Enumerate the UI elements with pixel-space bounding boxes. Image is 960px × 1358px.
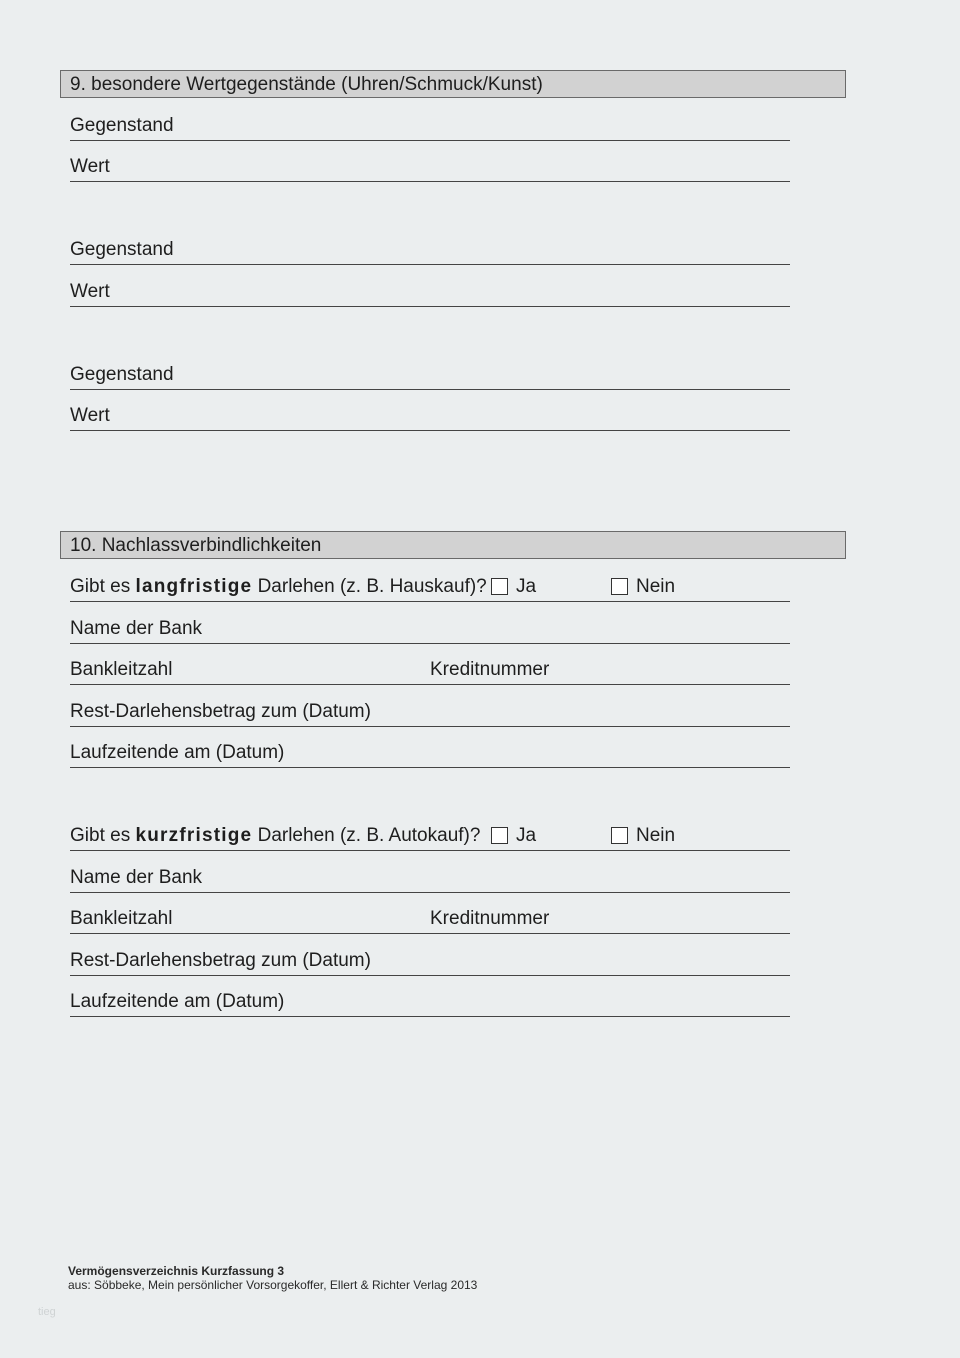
- short-term-rest-amount-field[interactable]: [70, 949, 790, 976]
- object-label: Gegenstand: [70, 239, 174, 260]
- long-term-question-row: [70, 575, 790, 602]
- value-label: Wert: [70, 156, 110, 177]
- bank-name-label: Name der Bank: [70, 618, 203, 639]
- object-label: Gegenstand: [70, 115, 174, 136]
- watermark: tieg: [38, 1306, 56, 1318]
- bank-code-label: Bankleitzahl: [70, 908, 173, 929]
- short-term-question-row: [70, 824, 790, 851]
- rest-amount-label: Rest-Darlehensbetrag zum (Datum): [70, 950, 371, 971]
- value-label: Wert: [70, 405, 110, 426]
- object-label: Gegenstand: [70, 364, 174, 385]
- short-term-credit-number-field[interactable]: [430, 907, 790, 934]
- long-term-yes-label: Ja: [516, 576, 537, 597]
- short-term-bank-name-field[interactable]: [70, 866, 790, 893]
- short-term-no-checkbox[interactable]: [611, 827, 628, 844]
- short-term-yes-checkbox[interactable]: [491, 827, 508, 844]
- rest-amount-label: Rest-Darlehensbetrag zum (Datum): [70, 701, 371, 722]
- object-field-2[interactable]: [70, 238, 790, 265]
- section-9-heading: 9. besondere Wertgegenstände (Uhren/Schmuck/Kunst): [60, 70, 846, 98]
- term-end-label: Laufzeitende am (Datum): [70, 742, 285, 763]
- footer-title: Vermögensverzeichnis Kurzfassung 3: [68, 1264, 285, 1278]
- short-term-no-label: Nein: [636, 825, 676, 846]
- value-label: Wert: [70, 281, 110, 302]
- long-term-bank-name-field[interactable]: [70, 617, 790, 644]
- credit-number-label: Kreditnummer: [430, 659, 550, 680]
- short-term-term-end-field[interactable]: [70, 990, 790, 1017]
- long-term-term-end-field[interactable]: [70, 741, 790, 768]
- long-term-credit-number-field[interactable]: [430, 658, 790, 685]
- object-field-3[interactable]: [70, 363, 790, 390]
- bank-code-label: Bankleitzahl: [70, 659, 173, 680]
- credit-number-label: Kreditnummer: [430, 908, 550, 929]
- value-field-3[interactable]: [70, 404, 790, 431]
- long-term-bank-code-field[interactable]: [70, 658, 430, 685]
- long-term-no-checkbox[interactable]: [611, 578, 628, 595]
- question-emphasis: kurzfristige: [135, 825, 253, 846]
- value-field-2[interactable]: [70, 280, 790, 307]
- footer-source: aus: Söbbeke, Mein persönlicher Vorsorgekoffer, Ellert & Richter Verlag 2013: [68, 1278, 478, 1292]
- section-10-heading: 10. Nachlassverbindlichkeiten: [60, 531, 846, 559]
- question-suffix: Darlehen (z. B. Autokauf)?: [257, 825, 481, 846]
- question-prefix: Gibt es: [70, 825, 131, 846]
- question-prefix: Gibt es: [70, 576, 131, 597]
- long-term-no-label: Nein: [636, 576, 676, 597]
- question-emphasis: langfristige: [135, 576, 253, 597]
- short-term-yes-label: Ja: [516, 825, 537, 846]
- short-term-bank-code-field[interactable]: [70, 907, 430, 934]
- value-field-1[interactable]: [70, 155, 790, 182]
- term-end-label: Laufzeitende am (Datum): [70, 991, 285, 1012]
- long-term-rest-amount-field[interactable]: [70, 700, 790, 727]
- bank-name-label: Name der Bank: [70, 867, 203, 888]
- long-term-yes-checkbox[interactable]: [491, 578, 508, 595]
- object-field-1[interactable]: [70, 114, 790, 141]
- question-suffix: Darlehen (z. B. Hauskauf)?: [257, 576, 487, 597]
